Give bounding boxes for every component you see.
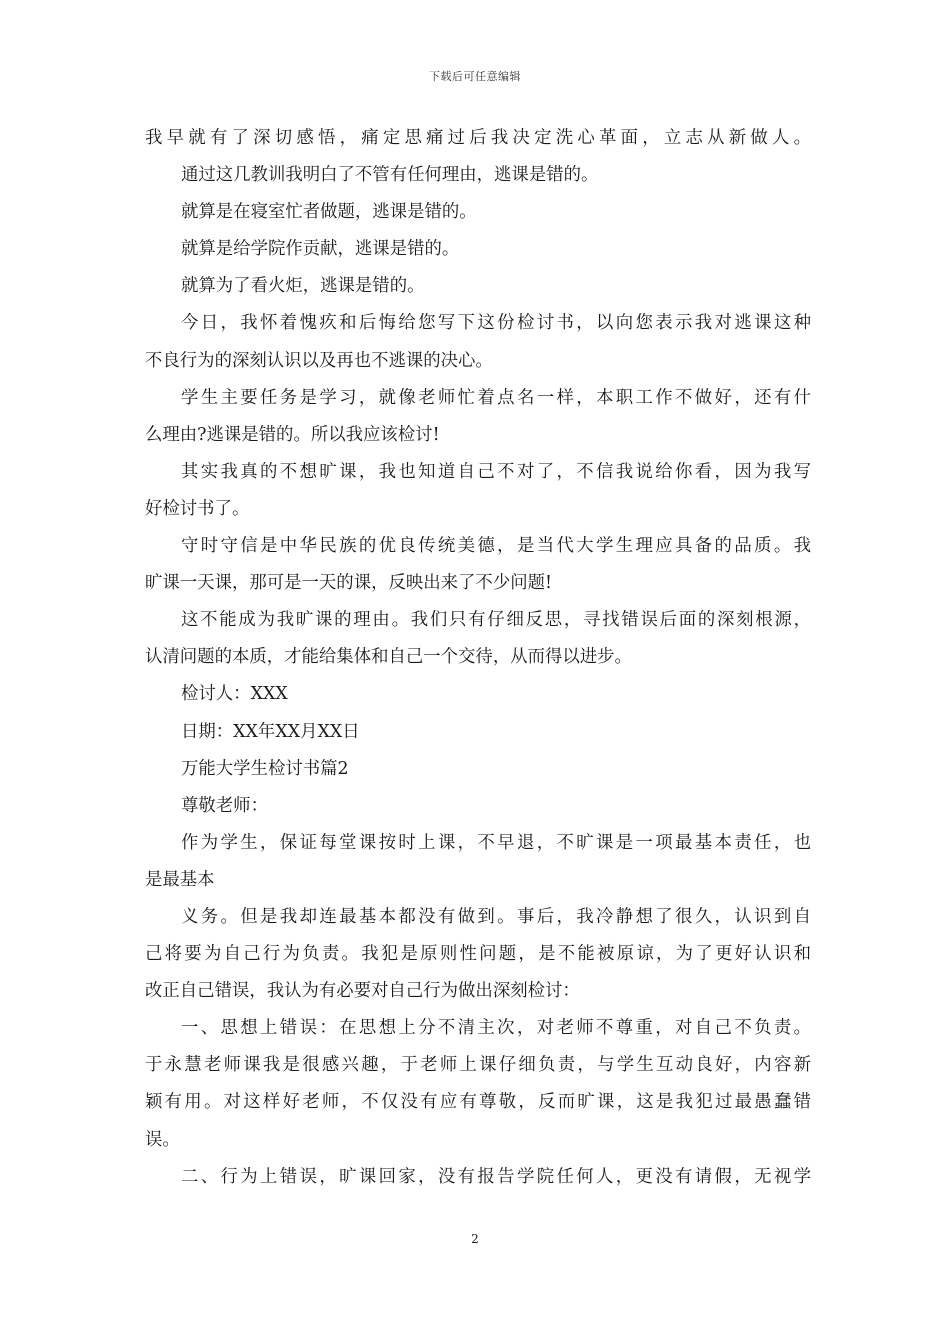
text-line: 今日，我怀着愧疚和后悔给您写下这份检讨书，以向您表示我对逃课这种 [181,313,811,334]
text-line: 么理由?逃课是错的。所以我应该检讨! [145,424,440,445]
salutation: 尊敬老师： [181,795,268,816]
page-number: 2 [471,1232,479,1246]
text-line: 旷课一天课，那可是一天的课，反映出来了不少问题! [145,573,552,594]
signer-line: 检讨人：XXX [181,684,288,705]
text-line: 颖有用。对这样好老师，不仅没有应有尊敬，反而旷课，这是我犯过最愚蠢错 [145,1092,811,1113]
text-line: 我早就有了深切感悟，痛定思痛过后我决定洗心革面，立志从新做人。 [145,128,811,148]
text-line: 好检讨书了。 [145,498,250,519]
date-line: 日期：XX年XX月XX日 [181,721,360,742]
document-body [145,120,811,1196]
text-line: 是最基本 [145,869,215,890]
text-line: 己将要为自己行为负责。我犯是原则性问题，是不能被原谅，为了更好认识和 [145,944,811,965]
text-line: 就算是给学院作贡献，逃课是错的。 [181,239,460,260]
text-line: 认清问题的本质，才能给集体和自己一个交待，从而得以进步。 [145,647,632,668]
text-line: 一、思想上错误：在思想上分不清主次，对老师不尊重，对自己不负责。 [181,1018,811,1039]
text-line: 守时守信是中华民族的优良传统美德，是当代大学生理应具备的品质。我 [181,536,811,557]
text-line: 作为学生，保证每堂课按时上课，不早退，不旷课是一项最基本责任，也 [181,832,811,853]
text-line: 就算为了看火炬，逃课是错的。 [181,276,425,297]
text-line: 改正自己错误，我认为有必要对自己行为做出深刻检讨： [145,981,580,1002]
text-line: 就算是在寝室忙者做题，逃课是错的。 [181,202,477,223]
section-title: 万能大学生检讨书篇2 [181,758,349,779]
text-line: 义务。但是我却连最基本都没有做到。事后，我冷静想了很久，认识到自 [181,906,811,927]
text-line: 这不能成为我旷课的理由。我们只有仔细反思，寻找错误后面的深刻根源， [181,610,811,631]
text-line: 于永慧老师课我是很感兴趣，于老师上课仔细负责，与学生互动良好，内容新 [145,1055,811,1076]
page-header: 下载后可任意编辑 [429,70,521,83]
text-line: 不良行为的深刻认识以及再也不逃课的决心。 [145,350,493,371]
text-line: 误。 [145,1129,180,1150]
text-line: 学生主要任务是学习，就像老师忙着点名一样，本职工作不做好，还有什 [181,387,811,408]
text-line: 通过这几教训我明白了不管有任何理由，逃课是错的。 [181,165,599,186]
text-line: 其实我真的不想旷课，我也知道自己不对了，不信我说给你看，因为我写 [181,461,811,482]
text-line: 二、行为上错误，旷课回家，没有报告学院任何人，更没有请假，无视学 [181,1166,811,1187]
